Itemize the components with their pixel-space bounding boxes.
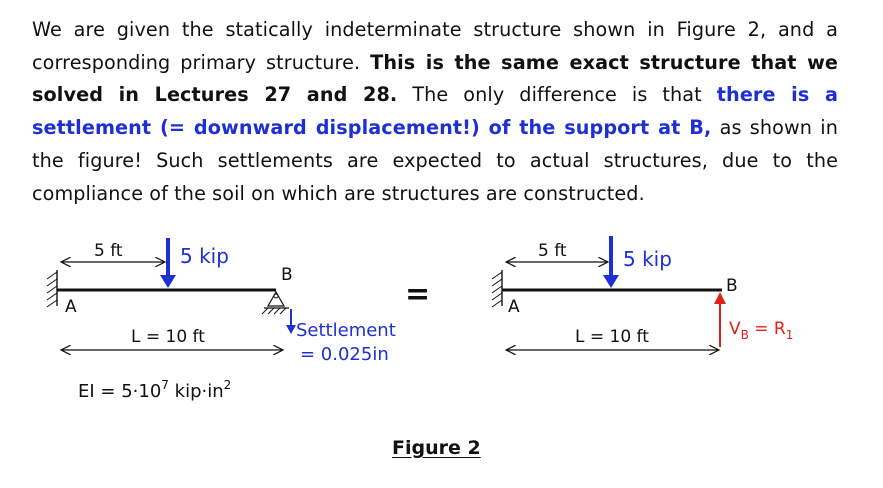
- sentence-settlement: there is a settlement (= downward displacement!) of the support at B,: [32, 83, 838, 140]
- reaction-arrow: [714, 292, 726, 347]
- left-label-a: A: [65, 297, 77, 317]
- sentence-intro: We are given the statically indeterminate structure shown in Figure 2, and a corresponding primary structure.: [32, 18, 838, 74]
- right-load-label: 5 kip: [623, 247, 672, 271]
- right-dim-5ft-label: 5 ft: [538, 241, 567, 261]
- left-dim-span-label: L = 10 ft: [131, 327, 205, 347]
- right-fixed-support: [492, 270, 502, 307]
- left-fixed-support: [47, 270, 57, 307]
- sentence-explanation: as shown in the figure! Such settlements are expected to actual structures, due to the compliance of the soil on which are structures are constructed.: [32, 116, 838, 205]
- flexural-rigidity: EI = $5\cdot 10^7$ $kip\cdot in^2$: [78, 378, 232, 402]
- left-pin-support: [262, 292, 289, 314]
- left-load-arrow: [160, 238, 176, 288]
- settlement-label: Settlement: [296, 320, 396, 341]
- sentence-same-structure: This is the same exact structure that we solved in Lectures 27 and 28.: [32, 50, 839, 107]
- settlement-value: = 0.025in: [300, 344, 389, 365]
- settlement-arrow: [286, 309, 296, 334]
- equals-sign: =: [405, 277, 431, 312]
- reaction-label: $V_B = R_1$: [729, 319, 794, 342]
- right-dim-span-label: L = 10 ft: [575, 327, 649, 347]
- left-label-b: B: [281, 265, 293, 285]
- sentence-difference: The only difference is that: [412, 83, 702, 107]
- left-load-label: 5 kip: [180, 244, 229, 268]
- figure-caption: Figure 2: [392, 437, 481, 459]
- right-label-b: B: [726, 276, 738, 296]
- left-dim-5ft-label: 5 ft: [94, 241, 123, 261]
- right-label-a: A: [508, 297, 520, 317]
